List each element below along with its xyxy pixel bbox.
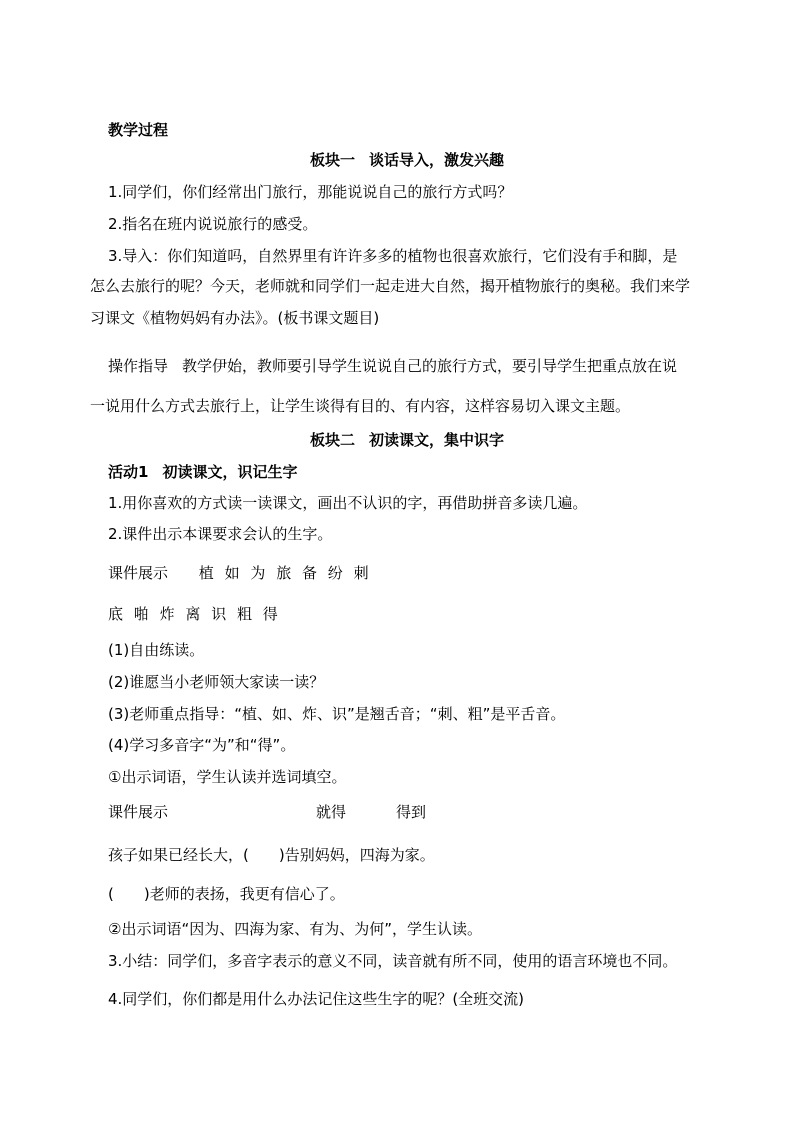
char: 底: [108, 605, 124, 623]
char: 啪: [133, 605, 149, 623]
process-heading: 教学过程: [108, 121, 169, 139]
section1-line-2: 2.指名在班内说说旅行的感受。: [108, 215, 318, 233]
after-line-2: 3.小结：同学们，多音字表示的意义不同，读音就有所不同，使用的语言环境也不同。: [108, 952, 678, 970]
section2-line-2: 2.课件出示本课要求会认的生字。: [108, 525, 333, 543]
courseware-words-row: [108, 802, 168, 822]
section1-line-3: 3.导入：你们知道吗，自然界里有许许多多的植物也很喜欢旅行，它们没有手和脚，是: [108, 247, 678, 265]
fill-blank-2: ( )老师的表扬，我更有信心了。: [108, 885, 345, 903]
sub-line-5: ①出示词语，学生认读并选词填空。: [108, 768, 347, 786]
char: 植: [198, 564, 214, 582]
word-option-b: 得到: [396, 803, 427, 821]
section2-title-label: 板块二: [310, 431, 356, 449]
char: 离: [185, 605, 201, 623]
sub-line-1: (1)自由练读。: [108, 641, 205, 659]
word-option-a: 就得: [316, 803, 347, 821]
courseware2-label: 课件展示: [108, 803, 169, 821]
char: 旅: [276, 564, 292, 582]
section1-title: [310, 150, 504, 170]
section2-title-text: 初读课文，集中识字: [369, 431, 505, 449]
sub-line-3: (3)老师重点指导：“植、如、炸、识”是翘舌音；“刺、粗”是平舌音。: [108, 705, 566, 723]
courseware-label: 课件展示: [108, 564, 169, 582]
char: 粗: [236, 605, 252, 623]
courseware-chars-row-2: [108, 604, 284, 624]
section2-title: [310, 430, 504, 450]
section1-title-text: 谈话导入，激发兴趣: [369, 151, 505, 169]
section1-line-4: 怎么去旅行的呢？今天，老师就和同学们一起走进大自然，揭开植物旅行的奥秘。我们来学: [90, 277, 691, 295]
sub-line-4: (4)学习多音字“为”和“得”。: [108, 736, 296, 754]
char: 备: [301, 564, 317, 582]
char: 为: [250, 564, 266, 582]
after-line-1: ②出示词语“因为、四海为家、有为、为何”，学生认读。: [108, 920, 482, 938]
char: 如: [224, 564, 240, 582]
activity-text: 初读课文，识记生字: [162, 463, 298, 481]
courseware-chars-row-1: [108, 563, 375, 583]
guide-text-1: 教学伊始，教师要引导学生说说自己的旅行方式，要引导学生把重点放在说: [182, 357, 678, 375]
guide-paragraph-line-1: [108, 356, 677, 376]
char: 纷: [327, 564, 343, 582]
guide-paragraph-line-2: 一说用什么方式去旅行上，让学生谈得有目的、有内容，这样容易切入课文主题。: [90, 397, 631, 415]
section1-line-1: 1.同学们，你们经常出门旅行，那能说说自己的旅行方式吗？: [108, 183, 513, 201]
fill-blank-1: 孩子如果已经长大，( )告别妈妈，四海为家。: [108, 846, 435, 864]
char: 得: [262, 605, 278, 623]
char: 炸: [159, 605, 175, 623]
char: 识: [211, 605, 227, 623]
section2-line-1: 1.用你喜欢的方式读一读课文，画出不认识的字，再借助拼音多读几遍。: [108, 494, 588, 512]
activity-1-heading: [108, 462, 297, 482]
activity-label: 活动1: [108, 463, 149, 481]
guide-label: 操作指导: [108, 357, 169, 375]
sub-line-2: (2)谁愿当小老师领大家读一读？: [108, 673, 325, 691]
section1-line-5: 习课文《植物妈妈有办法》。(板书课文题目): [90, 309, 380, 327]
section1-title-label: 板块一: [310, 151, 356, 169]
char: 刺: [353, 564, 369, 582]
after-line-3: 4.同学们，你们都是用什么办法记住这些生字的呢？(全班交流): [108, 990, 525, 1008]
